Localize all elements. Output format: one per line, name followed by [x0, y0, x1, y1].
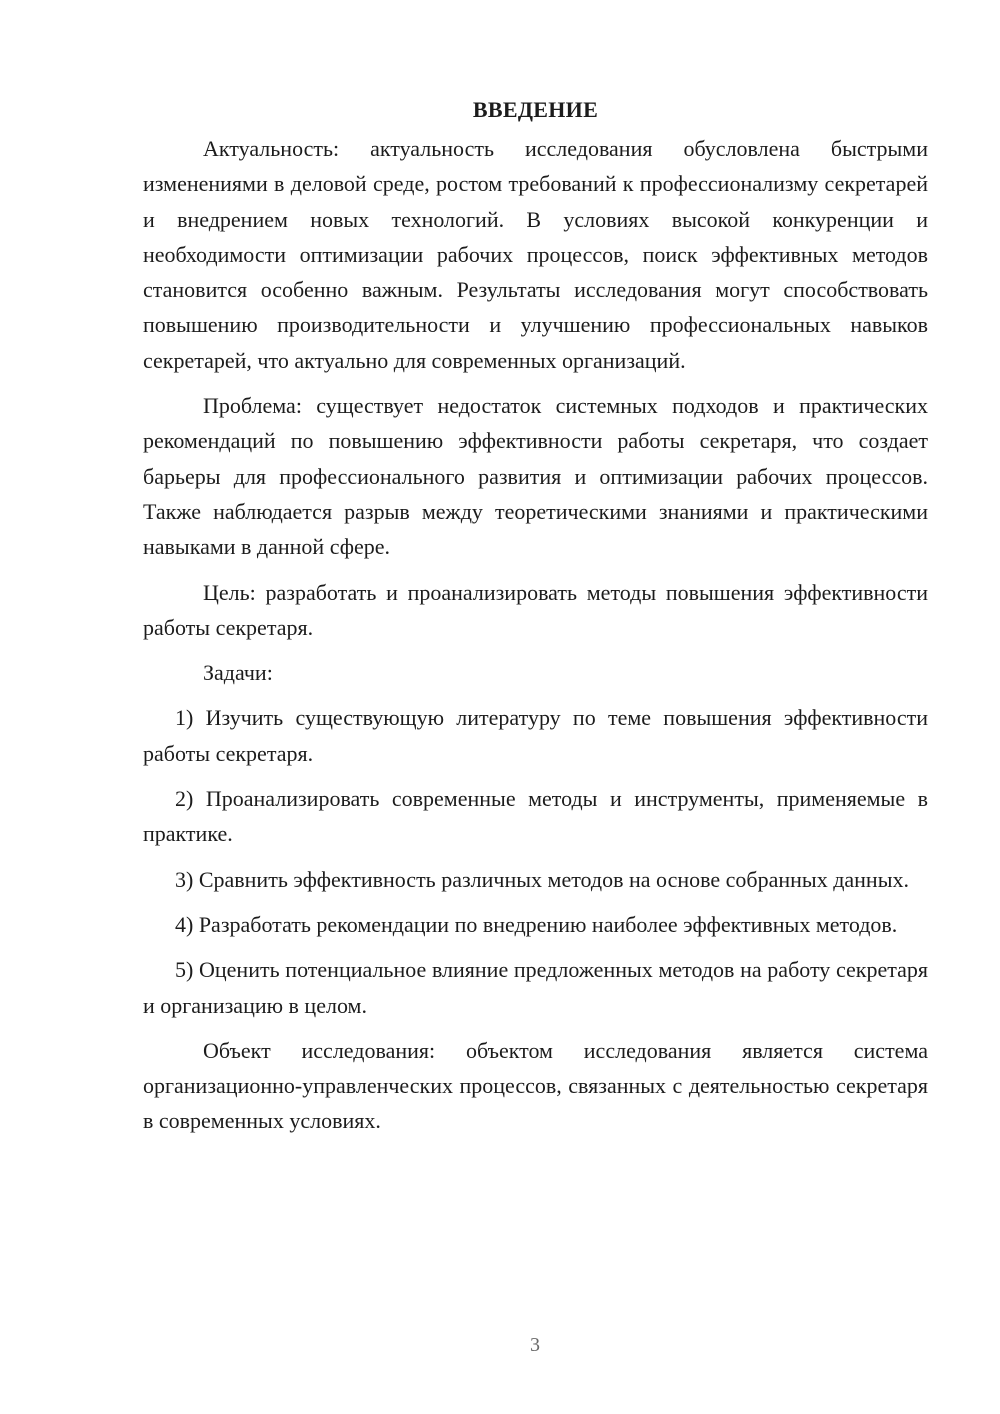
section-heading: ВВЕДЕНИЕ	[472, 97, 599, 122]
document-page	[143, 95, 928, 1149]
object-paragraph: Объект исследования: объектом исследования является система организационно-управленческих процессов, связанных с деятельностью секретаря в современных условиях.	[143, 1037, 928, 1134]
task-item-5: 5) Оценить потенциальное влияние предложенных методов на работу секретаря и организацию в целом.	[143, 957, 928, 1018]
tasks-label: Задачи:	[203, 660, 273, 686]
problem-paragraph: Проблема: существует недостаток системных подходов и практических рекомендаций по повышению эффективности работы секретаря, что создает барьеры для профессионального развития и оптимизации рабочих процессов. Также наблюдается разрыв между теоретическими знаниями и практическими навыками в данной сфере.	[143, 393, 928, 560]
task-item-2: 2) Проанализировать современные методы и инструменты, применяемые в практике.	[143, 786, 928, 847]
task-item-1: 1) Изучить существующую литературу по теме повышения эффективности работы секретаря.	[143, 705, 928, 766]
page-number: 3	[530, 1334, 540, 1356]
goal-paragraph: Цель: разработать и проанализировать методы повышения эффективности работы секретаря.	[143, 579, 928, 640]
relevance-paragraph: Актуальность: актуальность исследования обусловлена быстрыми изменениями в деловой среде, ростом требований к профессионализму секретарей и внедрением новых технологий. В условиях высокой конкуренции и необходимости оптимизации рабочих процессов, поиск эффективных методов становится особенно важным. Результаты исследования могут способствовать повышению производительности и улучшению профессиональных навыков секретарей, что актуально для современных организаций.	[143, 136, 928, 373]
task-item-4: 4) Разработать рекомендации по внедрению наиболее эффективных методов.	[175, 911, 898, 937]
task-item-3: 3) Сравнить эффективность различных методов на основе собранных данных.	[175, 866, 909, 892]
